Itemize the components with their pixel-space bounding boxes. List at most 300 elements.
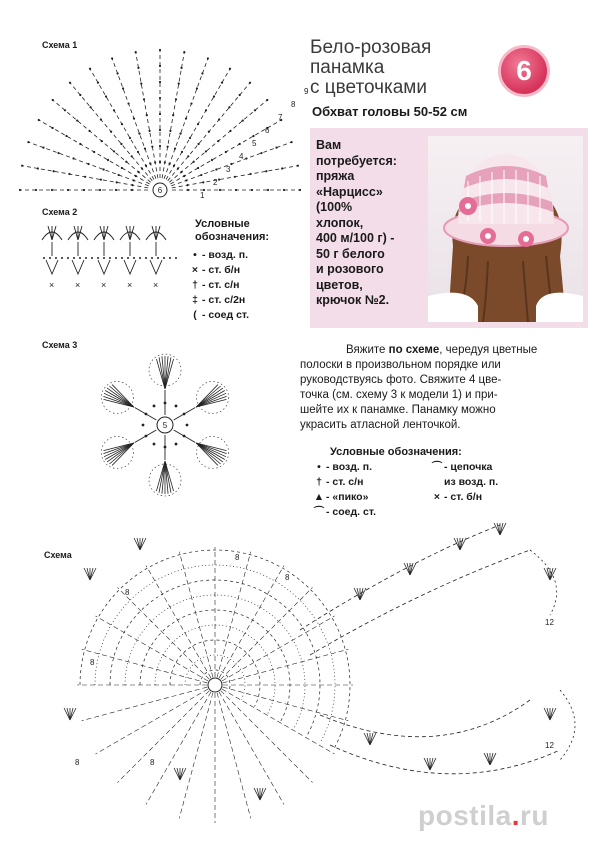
row-number: 8 [150, 758, 155, 767]
stitch-dot [110, 131, 112, 133]
stitch-dot [93, 151, 95, 153]
watermark: postila.ru [418, 800, 550, 831]
stitch-column [84, 568, 90, 580]
stitch-column [87, 568, 90, 580]
stitch-column [410, 563, 416, 575]
stitch-dot [67, 189, 69, 191]
stitch-dot [229, 130, 231, 132]
stitch-column [196, 393, 226, 407]
stitch-dot [97, 82, 99, 84]
stitch-column [410, 563, 413, 575]
legend1-item: † - ст. с/н [188, 278, 249, 293]
stitch-dot [183, 51, 185, 53]
stitch-column [95, 616, 208, 681]
model-number-badge: 6 [498, 45, 550, 97]
band-end [560, 690, 575, 760]
stitch-dot [187, 155, 189, 157]
stitch-dot [116, 181, 118, 183]
sc-mark: × [101, 280, 107, 290]
legend1-title: Условные обозначения: [195, 218, 270, 243]
sc-mark: × [127, 280, 133, 290]
v-stitch [150, 260, 162, 274]
band-row [330, 745, 560, 774]
stitch-dot [120, 143, 122, 145]
stitch-column [217, 552, 251, 678]
stitch-column [370, 733, 376, 745]
stitch-dot [297, 165, 299, 167]
row-number: 8 [285, 573, 290, 582]
schema1-label: Схема 1 [42, 40, 78, 50]
stitch-dot [139, 257, 141, 259]
stitch-dot [159, 65, 161, 67]
stitch-dot [49, 257, 51, 259]
stitch-dot [167, 146, 169, 148]
stitch-dot [121, 123, 123, 125]
stitch-column [457, 538, 460, 550]
row-number: 4 [239, 152, 244, 161]
stitch-column [70, 708, 73, 720]
stitch-dot [103, 257, 105, 259]
stitch-column [222, 616, 335, 681]
stitch-dot [125, 161, 127, 163]
stitch-dot [52, 127, 54, 129]
stitch-column [364, 733, 370, 745]
stitch-dot [201, 72, 203, 74]
row-number: 8 [125, 588, 130, 597]
stitch-dot [135, 51, 137, 53]
stitch-dot [100, 118, 102, 120]
stitch-column [550, 568, 553, 580]
stitch-dot [38, 119, 40, 121]
stitch-dot [146, 114, 148, 116]
stitch-dot [133, 117, 135, 119]
stitch-dot [208, 131, 210, 133]
stitch-column [260, 788, 263, 800]
stitch-column [159, 461, 165, 493]
row-number: 2 [213, 178, 218, 187]
stitch-column [117, 587, 209, 679]
schema2-label: Схема 2 [42, 207, 78, 217]
stitch-column [544, 568, 550, 580]
stitch-column [146, 565, 211, 678]
stitch-dot [164, 161, 166, 163]
stitch-dot [168, 163, 170, 165]
stitch-dot [180, 67, 182, 69]
v-stitch [46, 260, 58, 274]
row-number: 8 [90, 658, 95, 667]
stitch-dot [154, 161, 156, 163]
stitch-dot [151, 257, 153, 259]
stitch-dot [186, 184, 188, 186]
double-crochet-icon: † [192, 279, 198, 291]
stitch-dot [177, 167, 179, 169]
stitch-dot [88, 130, 90, 132]
stitch-column [222, 689, 335, 754]
stitch-dot [84, 176, 86, 178]
main-schema-label: Схема [44, 550, 72, 560]
stitch-dot [113, 109, 115, 111]
stitch-dot [153, 405, 156, 408]
stitch-dot [53, 170, 55, 172]
stitch-dot [266, 99, 268, 101]
stitch-dot [135, 175, 137, 177]
legend2-right [430, 460, 498, 505]
stitch-dot [265, 170, 267, 172]
stitch-column [165, 461, 171, 493]
stitch-dot [72, 157, 74, 159]
stitch-column [134, 538, 140, 550]
head-size: Обхват головы 50-52 см [312, 104, 468, 119]
stitch-dot [169, 130, 171, 132]
stitch-column [196, 388, 223, 407]
stitch-column [544, 708, 550, 720]
stitch-dot [185, 179, 187, 181]
stitch-dot [69, 82, 71, 84]
stitch-dot [175, 98, 177, 100]
treble-crochet-icon: ‡ [192, 294, 198, 306]
stitch-column [219, 565, 284, 678]
stitch-column [137, 538, 140, 550]
row-number: 6 [265, 126, 270, 135]
stitch-dot [275, 146, 277, 148]
stitch-dot [137, 151, 139, 153]
stitch-dot [159, 145, 161, 147]
stitch-column [196, 443, 218, 465]
double-crochet-icon: † [316, 476, 322, 488]
stitch-dot [173, 165, 175, 167]
stitch-dot [118, 174, 120, 176]
stitch-dot [151, 146, 153, 148]
stitch-dot [185, 117, 187, 119]
stitch-dot [159, 81, 161, 83]
row-number: 8 [291, 100, 296, 109]
legend2-title: Условные обозначения: [330, 446, 462, 458]
stitch-column [196, 443, 226, 457]
stitch-column [107, 388, 134, 407]
stitch-column [257, 788, 260, 800]
stitch-dot [131, 155, 133, 157]
stitch-column [140, 538, 146, 550]
stitch-dot [89, 106, 91, 108]
stitch-column [117, 691, 209, 783]
stitch-dot [64, 109, 66, 111]
stitch-dot [131, 189, 133, 191]
stitch-dot [144, 148, 146, 150]
stitch-dot [157, 257, 159, 259]
stitch-column [177, 768, 180, 780]
single-crochet-icon: × [191, 264, 199, 276]
legend1-item: ‡ - ст. с/2н [188, 293, 249, 308]
stitch-dot [21, 165, 23, 167]
stitch-column [70, 708, 76, 720]
stitch-column [140, 538, 143, 550]
stitch-column [360, 588, 363, 600]
stitch-dot [105, 95, 107, 97]
stitch-dot [79, 143, 81, 145]
stitch-dot [145, 435, 148, 438]
stitch-dot [42, 146, 44, 148]
stitch-dot [183, 413, 186, 416]
stitch-dot [183, 175, 185, 177]
stitch-dot [163, 257, 165, 259]
stitch-dot [172, 114, 174, 116]
stitch-dot [251, 189, 253, 191]
row-number: 7 [278, 113, 283, 122]
stitch-dot [235, 189, 237, 191]
stitch-column [146, 692, 211, 805]
stitch-dot [109, 257, 111, 259]
stitch-column [90, 568, 93, 580]
stitch-column [179, 693, 213, 819]
sc-mark: × [75, 280, 81, 290]
stitch-dot [234, 176, 236, 178]
stitch-dot [145, 165, 147, 167]
stitch-dot [213, 95, 215, 97]
stitch-dot [65, 135, 67, 137]
stitch-column [82, 687, 208, 721]
stitch-column [254, 788, 260, 800]
stitch-dot [27, 141, 29, 143]
schema3-label: Схема 3 [42, 340, 78, 350]
stitch-dot [131, 184, 133, 186]
stitch-dot [113, 150, 115, 152]
schema3-flower-diagram [65, 345, 265, 505]
stitch-dot [73, 257, 75, 259]
stitch-column [430, 758, 436, 770]
stitch-dot [299, 189, 301, 191]
center-ring [208, 678, 222, 692]
stitch-column [104, 443, 134, 457]
row-number: 5 [252, 139, 257, 148]
stitch-dot [197, 167, 199, 169]
stitch-dot [138, 133, 140, 135]
stitch-column [500, 523, 506, 535]
stitch-column [196, 443, 223, 462]
stitch-column [370, 733, 373, 745]
stitch-dot [229, 68, 231, 70]
stitch-dot [121, 257, 123, 259]
sc-mark: × [49, 280, 55, 290]
stitch-dot [239, 94, 241, 96]
stitch-dot [61, 257, 63, 259]
stitch-column [494, 523, 500, 535]
single-crochet-icon: × [433, 491, 441, 503]
stitch-dot [252, 135, 254, 137]
stitch-dot [19, 189, 21, 191]
stitch-dot [180, 171, 182, 173]
stitch-dot [197, 143, 199, 145]
stitch-dot [133, 179, 135, 181]
stitch-dot [89, 68, 91, 70]
stitch-column [547, 708, 550, 720]
stitch-dot [137, 171, 139, 173]
stitch-column [550, 708, 556, 720]
stitch-column [180, 768, 186, 780]
stitch-dot [140, 83, 142, 85]
stitch-column [500, 523, 503, 535]
stitch-dot [143, 98, 145, 100]
v-stitch [72, 260, 84, 274]
stitch-dot [122, 87, 124, 89]
stitch-dot [51, 189, 53, 191]
stitch-dot [145, 257, 147, 259]
stitch-dot [164, 446, 167, 449]
stitch-dot [254, 109, 256, 111]
row-number: 12 [545, 741, 554, 750]
picot-icon: ▲ [313, 491, 325, 503]
stitch-dot [179, 133, 181, 135]
stitch-column [357, 588, 360, 600]
stitch-dot [183, 435, 186, 438]
stitch-dot [181, 151, 183, 153]
legend1-item: • - возд. п. [188, 248, 249, 263]
legend1-list [188, 248, 249, 323]
stitch-column [165, 357, 171, 389]
band-row [310, 550, 530, 655]
stitch-dot [230, 163, 232, 165]
stitch-dot [215, 168, 217, 170]
slip-stitch-icon: ⌒ [313, 506, 325, 518]
stitch-column [112, 443, 134, 465]
v-stitch [98, 260, 110, 274]
legend2-item: ⌒ - соед. ст. [313, 506, 376, 518]
stitch-dot [159, 113, 161, 115]
stitch-dot [218, 178, 220, 180]
stitch-column [367, 733, 370, 745]
stitch-dot [205, 109, 207, 111]
stitch-dot [68, 173, 70, 175]
stitch-dot [87, 163, 89, 165]
round-row [125, 595, 305, 728]
stitch-dot [159, 129, 161, 131]
stitch-dot [174, 148, 176, 150]
stitch-dot [52, 99, 54, 101]
stitch-dot [159, 97, 161, 99]
legend2-item: × - ст. б/н [430, 490, 498, 505]
stitch-dot [141, 167, 143, 169]
round-row [185, 655, 245, 699]
stitch-dot [55, 257, 57, 259]
legend2-item: † - ст. с/н [312, 475, 376, 490]
stitch-dot [249, 82, 251, 84]
stitch-dot [99, 189, 101, 191]
stitch-column [223, 687, 349, 721]
stitch-dot [200, 174, 202, 176]
stitch-column [90, 568, 96, 580]
instructions-text: Вяжите по схеме, чередуя цветные полоски в произвольном порядке или руководствуясь фото. Свяжите 4 цве- точка (см. схему 3 к модели 1) и при- шейте их к панамке. Панамку можно украсить атласной ленточкой. [300, 343, 590, 433]
stitch-column [196, 385, 218, 407]
stitch-column [427, 758, 430, 770]
stitch-column [430, 758, 433, 770]
stitch-dot [290, 141, 292, 143]
stitch-column [547, 568, 550, 580]
stitch-dot [133, 257, 135, 259]
stitch-dot [97, 257, 99, 259]
chain-stitch-icon: • [317, 461, 321, 473]
stitch-dot [196, 87, 198, 89]
schema2-strip-diagram [40, 218, 185, 293]
row-number: 1 [200, 191, 205, 200]
round-row [95, 565, 335, 743]
stitch-column [490, 753, 496, 765]
stitch-dot [175, 405, 178, 408]
stitch-dot [79, 94, 81, 96]
stitch-column [487, 753, 490, 765]
stitch-dot [115, 189, 117, 191]
row-number: 12 [545, 618, 554, 627]
stitch-dot [85, 257, 87, 259]
stitch-column [217, 693, 251, 819]
stitch-dot [178, 83, 180, 85]
stitch-dot [169, 257, 171, 259]
v-stitch [124, 260, 136, 274]
stitch-dot [242, 119, 244, 121]
stitch-dot [57, 152, 59, 154]
stitch-column [550, 568, 556, 580]
stitch-column [104, 393, 134, 407]
stitch-column [64, 708, 70, 720]
stitch-dot [111, 57, 113, 59]
stitch-dot [103, 168, 105, 170]
stitch-dot [37, 167, 39, 169]
stitch-dot [76, 119, 78, 121]
stitch-column [490, 753, 493, 765]
slip-stitch-icon: ( [193, 309, 197, 321]
schema1-fan-diagram [40, 30, 309, 200]
stitch-dot [193, 161, 195, 163]
band-end [530, 550, 557, 615]
legend2-item: • - возд. п. [312, 460, 376, 475]
stitch-dot [159, 49, 161, 51]
stitch-dot [202, 181, 204, 183]
stitch-column [95, 689, 208, 754]
stitch-column [424, 758, 430, 770]
legend1-item: ( - соед ст. [188, 308, 249, 323]
sc-mark: × [153, 280, 159, 290]
stitch-dot [217, 140, 219, 142]
stitch-dot [116, 72, 118, 74]
page-title: Бело-розовая панамка с цветочками [310, 37, 432, 98]
stitch-column [407, 563, 410, 575]
stitch-column [550, 708, 553, 720]
stitch-dot [211, 159, 213, 161]
stitch-dot [239, 143, 241, 145]
stitch-column [484, 753, 490, 765]
main-hat-diagram [30, 520, 590, 820]
hat-photo [428, 136, 583, 322]
stitch-dot [267, 189, 269, 191]
stitch-column [180, 768, 183, 780]
stitch-dot [129, 137, 131, 139]
stitch-dot [187, 189, 189, 191]
stitch-dot [100, 178, 102, 180]
stitch-dot [79, 257, 81, 259]
chain-stitch-icon: • [193, 249, 197, 261]
legend2-left [312, 460, 376, 520]
stitch-dot [101, 140, 103, 142]
row-number: 8 [75, 758, 80, 767]
stitch-dot [35, 189, 37, 191]
stitch-column [460, 538, 466, 550]
stitch-dot [225, 151, 227, 153]
stitch-dot [121, 167, 123, 169]
stitch-column [179, 552, 213, 678]
stitch-dot [142, 424, 145, 427]
row-number: 9 [304, 87, 309, 96]
stitch-dot [228, 106, 230, 108]
row-number: 8 [235, 553, 240, 562]
stitch-column [159, 357, 165, 389]
